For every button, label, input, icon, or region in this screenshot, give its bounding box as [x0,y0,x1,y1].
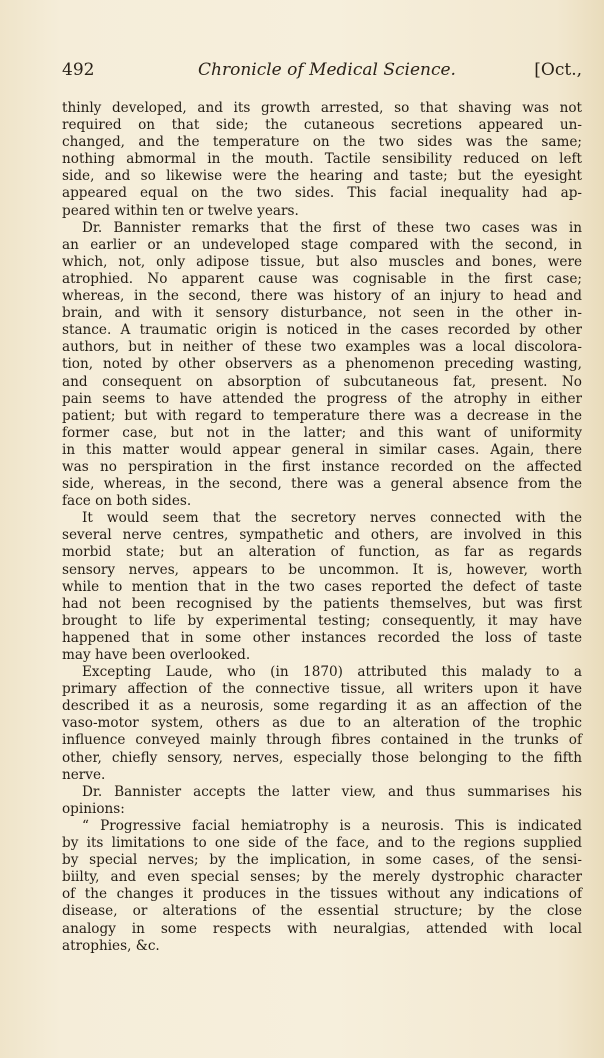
paragraph [62,818,582,955]
text-line: brain, and with it sensory disturbance, not seen in the other in- [62,305,582,322]
text-line: Excepting Laude, who (in 1870) attributed this malady to a [82,664,582,681]
paragraph [62,100,582,220]
text-line: nerve. [62,766,106,783]
text-line: of the changes it produces in the tissues without any indications of [62,886,582,903]
text-line: former case, but not in the latter; and this want of uniformity [62,424,582,441]
text-line: “ Progressive facial hemiatrophy is a neurosis. This is indicated [82,817,582,834]
text-line: described it as a neurosis, some regarding it as an affection of the [62,698,582,715]
running-title: Chronicle of Medical Science. [198,60,456,80]
text-line: had not been recognised by the patients themselves, but was first [62,595,582,612]
text-line: tion, noted by other observers as a phenomenon preceding wasting, [62,356,582,373]
text-line: by its limitations to one side of the face, and to the regions supplied [62,835,582,852]
text-line: appeared equal on the two sides. This facial inequality had ap- [62,185,582,202]
paragraph [62,664,582,784]
text-line: authors, but in neither of these two examples was a local discolora- [62,339,582,356]
text-line: changed, and the temperature on the two sides was the same; [62,134,582,151]
text-line: morbid state; but an alteration of function, as far as regards [62,544,582,561]
text-line: face on both sides. [62,493,192,510]
text-line: side, and so likewise were the hearing and taste; but the eyesight [62,168,582,185]
text-line: happened that in some other instances recorded the loss of taste [62,629,582,646]
text-line: disease, or alterations of the essential structure; by the close [62,903,582,920]
text-line: while to mention that in the two cases reported the defect of taste [62,578,582,595]
text-line: biilty, and even special senses; by the merely dystrophic character [62,869,582,886]
text-line: thinly developed, and its growth arrested, so that shaving was not [62,100,582,116]
paragraph [62,784,582,818]
text-line: and consequent on absorption of subcutaneous fat, present. No [62,373,582,390]
text-line: nothing abmormal in the mouth. Tactile sensibility reduced on left [62,151,582,168]
text-line: required on that side; the cutaneous secretions appeared un- [62,117,582,134]
running-header [62,60,582,84]
text-line: It would seem that the secretory nerves connected with the [82,510,582,527]
text-line: may have been overlooked. [62,647,251,663]
text-line: pain seems to have attended the progress of the atrophy in either [62,390,582,407]
text-line: vaso-motor system, others as due to an alteration of the trophic [62,715,582,732]
page-number: 492 [62,60,95,80]
running-date-mark: [Oct., [534,60,582,80]
text-line: influence conveyed mainly through fibres contained in the trunks of [62,732,582,749]
text-line: brought to life by experimental testing; consequently, it may have [62,612,582,629]
paragraph [62,510,582,664]
text-line: whereas, in the second, there was history of an injury to head and [62,288,582,305]
text-line: side, whereas, in the second, there was a general absence from the [62,476,582,493]
text-line: atrophies, &c. [62,937,160,954]
text-line: several nerve centres, sympathetic and others, are involved in this [62,527,582,544]
text-line: which, not, only adipose tissue, but also muscles and bones, were [62,253,582,270]
text-line: Dr. Bannister accepts the latter view, and thus summarises his [82,783,582,800]
text-line: sensory nerves, appears to be uncommon. It is, however, worth [62,561,582,578]
text-line: patient; but with regard to temperature there was a decrease in the [62,407,582,424]
text-line: Dr. Bannister remarks that the first of these two cases was in [82,219,582,236]
text-line: primary affection of the connective tissue, all writers upon it have [62,681,582,698]
text-line: stance. A traumatic origin is noticed in the cases recorded by other [62,322,582,339]
text-line: was no perspiration in the first instance recorded on the affected [62,458,582,475]
text-line: analogy in some respects with neuralgias, attended with local [62,920,582,937]
text-line: atrophied. No apparent cause was cognisable in the first case; [62,270,582,287]
text-line: other, chiefly sensory, nerves, especially those belonging to the fifth [62,749,582,766]
body-text [62,100,582,955]
text-line: an earlier or an undeveloped stage compared with the second, in [62,236,582,253]
text-line: opinions: [62,800,125,817]
text-line: in this matter would appear general in similar cases. Again, there [62,441,582,458]
paragraph [62,220,582,511]
text-line: by special nerves; by the implication, in some cases, of the sensi- [62,852,582,869]
text-line: peared within ten or twelve years. [62,202,299,219]
